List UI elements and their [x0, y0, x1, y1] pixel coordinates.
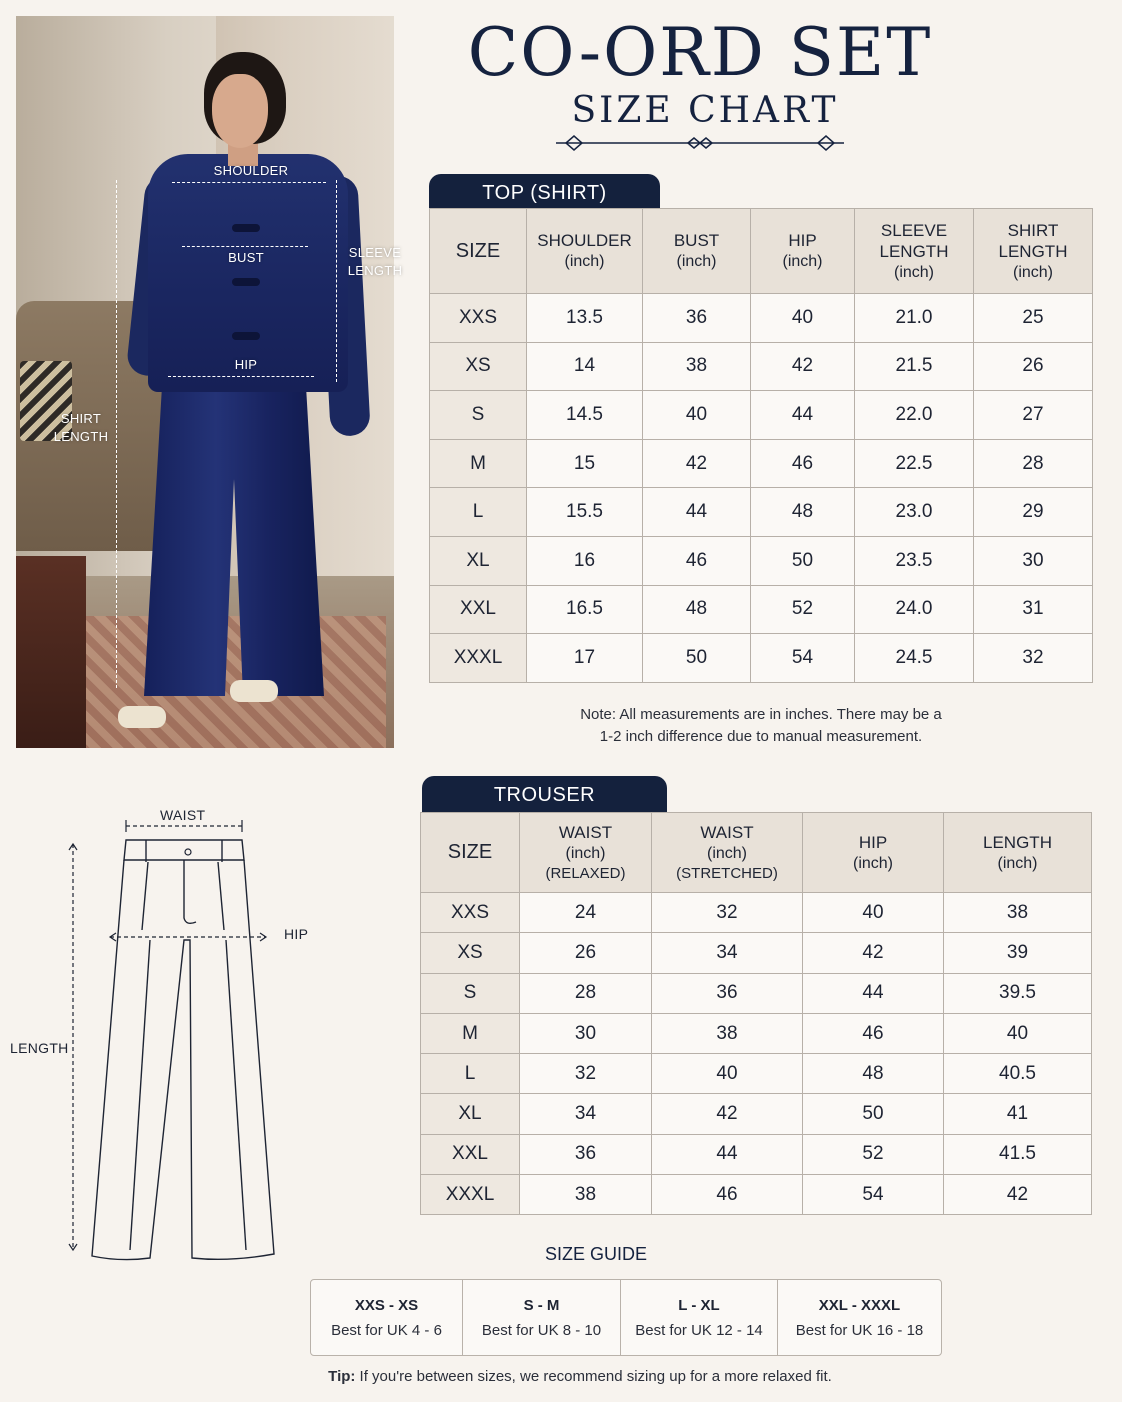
table-row: [421, 1094, 1092, 1134]
table-cell: 54: [751, 634, 855, 683]
table-cell: 48: [643, 585, 751, 634]
col-header-size: SIZE: [430, 209, 527, 294]
table-cell: 34: [652, 933, 803, 973]
col-header-hip: HIP (inch): [751, 209, 855, 294]
table-cell: 46: [643, 536, 751, 585]
table-row: [430, 585, 1093, 634]
table-cell: 52: [803, 1134, 944, 1174]
table-cell: 31: [974, 585, 1093, 634]
col-header-waist-relaxed: WAIST (inch) (RELAXED): [520, 813, 652, 893]
table-cell: 50: [751, 536, 855, 585]
size-cell: XXL: [421, 1134, 520, 1174]
size-cell: XS: [421, 933, 520, 973]
sleeve-length-label: SLEEVE LENGTH: [347, 245, 403, 278]
trouser-outline-svg: [0, 800, 330, 1270]
size-cell: XXL: [430, 585, 527, 634]
col-header-length: LENGTH (inch): [944, 813, 1092, 893]
table-cell: 24.5: [855, 634, 974, 683]
hip-label: HIP: [234, 357, 258, 372]
size-guide-title: SIZE GUIDE: [544, 1244, 647, 1264]
table-row: [421, 1134, 1092, 1174]
size-cell: XXXL: [421, 1175, 520, 1215]
table-cell: 26: [520, 933, 652, 973]
table-cell: 44: [643, 488, 751, 537]
table-cell: 46: [803, 1013, 944, 1053]
table-row: [421, 1013, 1092, 1053]
table-cell: 32: [520, 1054, 652, 1094]
table-cell: 39.5: [944, 973, 1092, 1013]
table-cell: 16: [527, 536, 643, 585]
table-cell: 42: [643, 439, 751, 488]
size-cell: XXS: [421, 893, 520, 933]
table-cell: 52: [751, 585, 855, 634]
size-cell: M: [430, 439, 527, 488]
table-row: [421, 893, 1092, 933]
top-size-table: [429, 208, 1093, 683]
table-cell: 36: [520, 1134, 652, 1174]
trouser-header-row: [421, 813, 1092, 893]
table-cell: 38: [520, 1175, 652, 1215]
table-cell: 14: [527, 342, 643, 391]
hip-label: HIP: [284, 926, 309, 942]
table-cell: 26: [974, 342, 1093, 391]
table-cell: 50: [643, 634, 751, 683]
table-cell: 14.5: [527, 391, 643, 440]
table-row: [430, 536, 1093, 585]
length-label: LENGTH: [10, 1040, 69, 1056]
tab-top-shirt: TOP (SHIRT): [429, 174, 660, 212]
size-cell: XS: [430, 342, 527, 391]
sizing-tip: Tip: If you're between sizes, we recommend sizing up for a more relaxed fit.: [328, 1368, 832, 1385]
table-cell: 23.0: [855, 488, 974, 537]
shirt-length-label: SHIRT LENGTH: [53, 411, 109, 444]
table-cell: 28: [520, 973, 652, 1013]
table-cell: 44: [803, 973, 944, 1013]
table-cell: 41.5: [944, 1134, 1092, 1174]
model-photo: [16, 16, 403, 748]
table-cell: 25: [974, 294, 1093, 343]
size-guide-item: L - XL Best for UK 12 - 14: [621, 1280, 778, 1355]
size-cell: S: [430, 391, 527, 440]
table-cell: 15.5: [527, 488, 643, 537]
table-cell: 22.5: [855, 439, 974, 488]
bust-label: BUST: [228, 250, 264, 265]
col-header-sleeve-length: SLEEVE LENGTH (inch): [855, 209, 974, 294]
shoulder-label: SHOULDER: [213, 163, 289, 178]
table-cell: 40: [652, 1054, 803, 1094]
table-cell: 40: [643, 391, 751, 440]
table-cell: 38: [944, 893, 1092, 933]
table-cell: 40: [803, 893, 944, 933]
col-header-shoulder: SHOULDER (inch): [527, 209, 643, 294]
table-cell: 46: [652, 1175, 803, 1215]
col-header-size: SIZE: [421, 813, 520, 893]
table-cell: 48: [751, 488, 855, 537]
col-header-shirt-length: SHIRT LENGTH (inch): [974, 209, 1093, 294]
table-cell: 42: [751, 342, 855, 391]
table-row: [430, 391, 1093, 440]
table-cell: 17: [527, 634, 643, 683]
table-cell: 30: [520, 1013, 652, 1053]
size-guide-item: S - M Best for UK 8 - 10: [463, 1280, 621, 1355]
waist-label: WAIST: [160, 807, 206, 823]
table-cell: 32: [974, 634, 1093, 683]
table-cell: 40: [944, 1013, 1092, 1053]
table-cell: 46: [751, 439, 855, 488]
table-cell: 50: [803, 1094, 944, 1134]
table-row: [430, 294, 1093, 343]
table-row: [430, 439, 1093, 488]
trouser-size-table: [420, 812, 1092, 1215]
table-row: [421, 933, 1092, 973]
divider-ornament: [552, 130, 848, 156]
size-cell: XXS: [430, 294, 527, 343]
table-cell: 22.0: [855, 391, 974, 440]
table-cell: 29: [974, 488, 1093, 537]
table-cell: 40.5: [944, 1054, 1092, 1094]
table-cell: 24: [520, 893, 652, 933]
size-cell: M: [421, 1013, 520, 1053]
table-cell: 16.5: [527, 585, 643, 634]
tab-trouser: TROUSER: [422, 776, 667, 814]
page-subtitle: SIZE CHART: [571, 90, 839, 131]
table-row: [421, 1175, 1092, 1215]
size-guide-item: XXS - XS Best for UK 4 - 6: [311, 1280, 463, 1355]
table-cell: 13.5: [527, 294, 643, 343]
table-row: [430, 342, 1093, 391]
table-row: [421, 973, 1092, 1013]
table-cell: 23.5: [855, 536, 974, 585]
table-cell: 44: [751, 391, 855, 440]
table-cell: 39: [944, 933, 1092, 973]
top-header-row: [430, 209, 1093, 294]
size-cell: S: [421, 973, 520, 1013]
size-cell: L: [430, 488, 527, 537]
table-cell: 21.0: [855, 294, 974, 343]
size-cell: L: [421, 1054, 520, 1094]
table-cell: 44: [652, 1134, 803, 1174]
table-cell: 42: [803, 933, 944, 973]
table-cell: 38: [652, 1013, 803, 1053]
col-header-waist-stretched: WAIST (inch) (STRETCHED): [652, 813, 803, 893]
size-cell: XL: [430, 536, 527, 585]
table-cell: 34: [520, 1094, 652, 1134]
size-guide-box: [310, 1279, 942, 1356]
table-cell: 38: [643, 342, 751, 391]
table-cell: 15: [527, 439, 643, 488]
col-header-bust: BUST (inch): [643, 209, 751, 294]
table-cell: 27: [974, 391, 1093, 440]
table-cell: 42: [652, 1094, 803, 1134]
table-cell: 32: [652, 893, 803, 933]
table-row: [421, 1054, 1092, 1094]
table-cell: 42: [944, 1175, 1092, 1215]
table-cell: 36: [652, 973, 803, 1013]
page-title: CO-ORD SET: [467, 14, 933, 91]
table-row: [430, 634, 1093, 683]
table-cell: 30: [974, 536, 1093, 585]
table-cell: 28: [974, 439, 1093, 488]
table-cell: 36: [643, 294, 751, 343]
table-cell: 40: [751, 294, 855, 343]
trouser-illustration: [0, 800, 330, 1270]
table-cell: 21.5: [855, 342, 974, 391]
table-cell: 54: [803, 1175, 944, 1215]
table-cell: 24.0: [855, 585, 974, 634]
size-guide-item: XXL - XXXL Best for UK 16 - 18: [795, 1296, 924, 1339]
size-cell: XXXL: [430, 634, 527, 683]
col-header-hip: HIP (inch): [803, 813, 944, 893]
measurement-note: Note: All measurements are in inches. There may be a 1-2 inch difference due to manual measurement.: [580, 706, 942, 745]
table-row: [430, 488, 1093, 537]
table-cell: 48: [803, 1054, 944, 1094]
size-cell: XL: [421, 1094, 520, 1134]
table-cell: 41: [944, 1094, 1092, 1134]
